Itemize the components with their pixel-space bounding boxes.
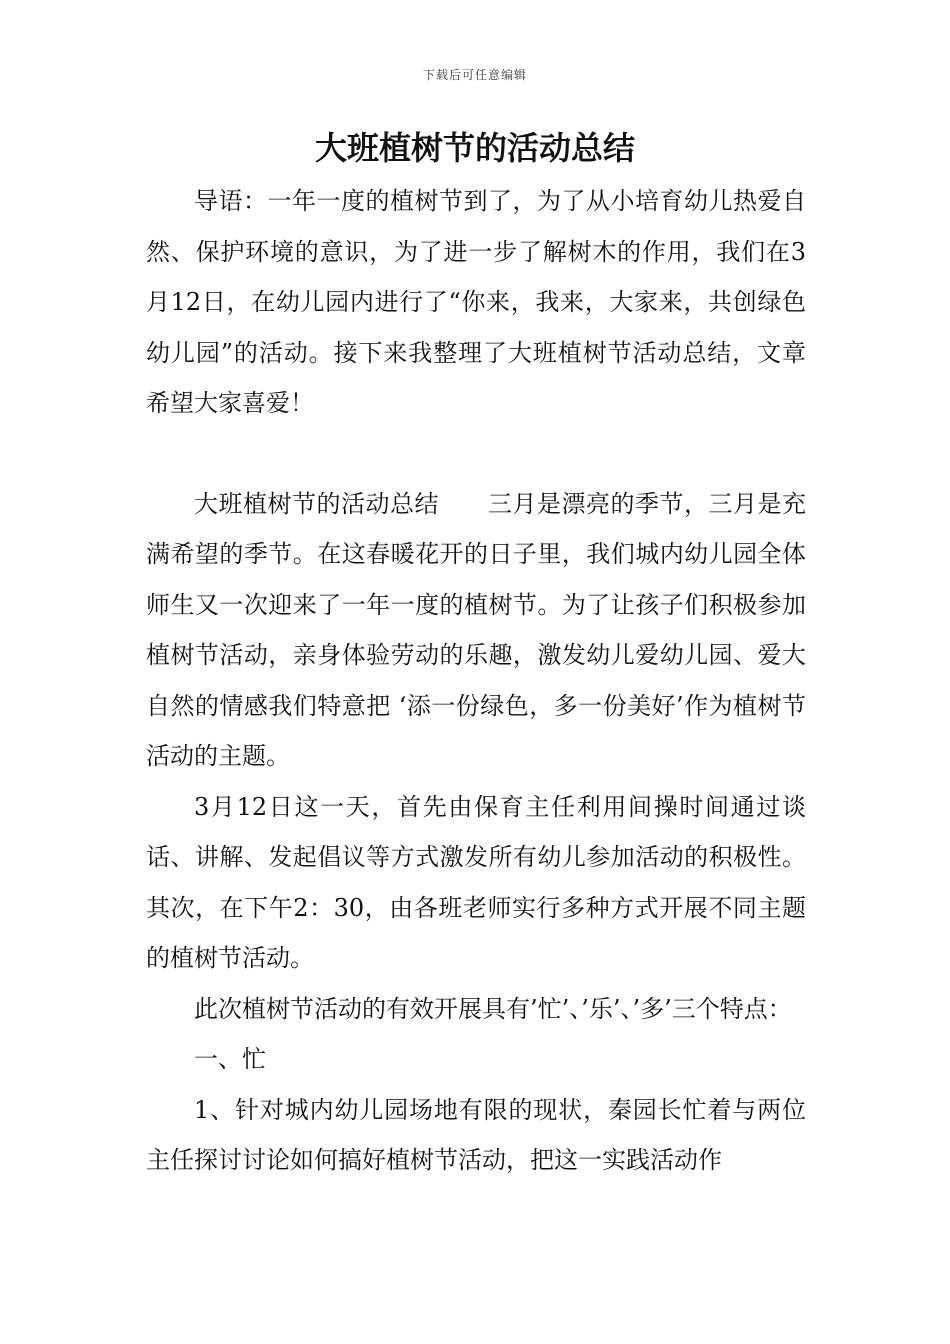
document-body: [146, 176, 806, 1186]
page-title: 大班植树节的活动总结: [314, 129, 635, 167]
body-paragraph: 3月12日这一天，首先由保育主任利用间操时间通过谈话、讲解、发起倡议等方式激发所有幼儿参加活动的积极性。其次，在下午2：30，由各班老师实行多种方式开展不同主题的植树节活动。: [146, 792, 806, 972]
intro-paragraph: 导语：一年一度的植树节到了，为了从小培育幼儿热爱自然、保护环境的意识，为了进一步了解树木的作用，我们在3月12日，在幼儿园内进行了“你来，我来，大家来，共创绿色幼儿园”的活动。接下来我整理了大班植树节活动总结，文章希望大家喜爱！: [146, 187, 806, 417]
paragraph-spacer: [146, 429, 806, 479]
section-heading: 一、忙: [194, 1045, 266, 1073]
header-note: 下载后可任意编辑: [422, 68, 527, 82]
body-paragraph: 大班植树节的活动总结 三月是漂亮的季节，三月是充满希望的季节。在这春暖花开的日子里，我们城内幼儿园全体师生又一次迎来了一年一度的植树节。为了让孩子们积极参加植树节活动，亲身体验劳动的乐趣，激发幼儿爱幼儿园、爱大自然的情感我们特意把 ‘添一份绿色，多一份美好’作为植树节活动的主题。: [146, 489, 806, 770]
body-paragraph: 此次植树节活动的有效开展具有’忙’、’乐’、’多’三个特点：: [194, 994, 792, 1023]
body-paragraph: 1、针对城内幼儿园场地有限的现状，秦园长忙着与两位主任探讨讨论如何搞好植树节活动，把这一实践活动作: [146, 1095, 806, 1174]
